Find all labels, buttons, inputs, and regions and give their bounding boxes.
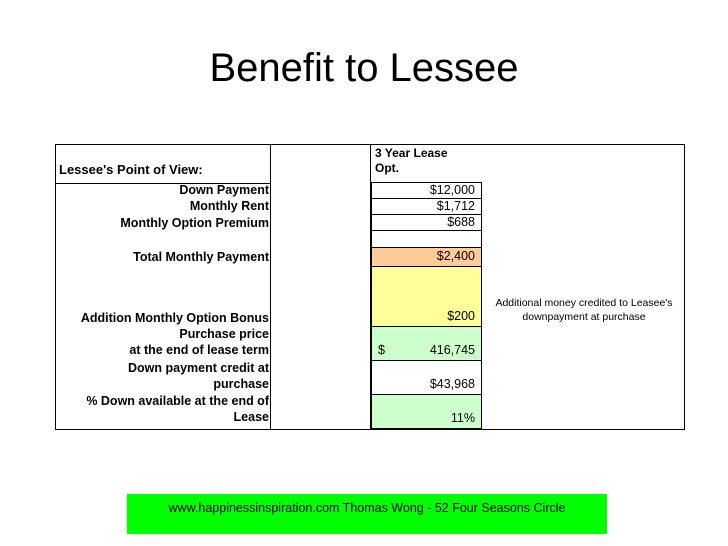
row-label-purchase-price-line-2: at the end of lease term bbox=[129, 343, 269, 357]
row-label-purchase-price bbox=[57, 326, 269, 358]
value-down-payment-credit: $43,968 bbox=[429, 377, 475, 391]
value-cell-purchase-price bbox=[371, 326, 482, 361]
row-label-down-payment: Down Payment bbox=[179, 183, 269, 197]
bonus-note-line-2: downpayment at purchase bbox=[522, 311, 646, 323]
currency-purchase-price: $ bbox=[378, 343, 385, 357]
row-label-down-payment-credit-line-2: purchase bbox=[213, 377, 269, 391]
footer-text: www.happinessinspiration.com Thomas Wong - 52 Four Seasons Circle bbox=[168, 501, 566, 515]
value-cell-total-monthly-payment bbox=[371, 247, 482, 267]
row-label-monthly-rent: Monthly Rent bbox=[189, 199, 269, 213]
value-purchase-price: 416,745 bbox=[429, 343, 475, 357]
row-label-percent-down-line-1: % Down available at the end of bbox=[86, 394, 269, 408]
row-label-down-payment-credit-line-1: Down payment credit at bbox=[128, 361, 269, 375]
row-label-down-payment-credit bbox=[57, 360, 269, 392]
value-cell-monthly-rent bbox=[371, 198, 482, 215]
value-cell-down-payment-credit bbox=[371, 360, 482, 395]
row-label-addition-monthly-option-bonus: Addition Monthly Option Bonus bbox=[80, 311, 269, 325]
value-monthly-option-premium: $688 bbox=[447, 215, 475, 229]
value-cell-spacer bbox=[371, 230, 482, 248]
row-label-percent-down bbox=[57, 393, 269, 425]
bonus-note bbox=[485, 296, 683, 324]
column-header-line-1: 3 Year Lease bbox=[375, 146, 448, 160]
row-label-monthly-option-premium: Monthly Option Premium bbox=[120, 216, 269, 230]
value-monthly-rent: $1,712 bbox=[436, 199, 475, 213]
value-cell-monthly-option-premium bbox=[371, 214, 482, 231]
table-header: Lessee's Point of View: bbox=[59, 162, 203, 177]
row-label-percent-down-line-2: Lease bbox=[233, 410, 269, 424]
value-cell-down-payment bbox=[371, 182, 482, 199]
value-down-payment: $12,000 bbox=[429, 183, 475, 197]
value-total-monthly-payment: $2,400 bbox=[436, 249, 475, 263]
column-header bbox=[375, 146, 448, 176]
slide-title: Benefit to Lessee bbox=[209, 46, 519, 90]
row-label-purchase-price-line-1: Purchase price bbox=[179, 327, 269, 341]
bonus-note-line-1: Additional money credited to Leasee's bbox=[495, 297, 673, 309]
value-percent-down: 11% bbox=[450, 411, 475, 425]
row-label-total-monthly-payment: Total Monthly Payment bbox=[133, 250, 269, 264]
value-cell-addition-monthly-option-bonus bbox=[371, 266, 482, 327]
value-cell-percent-down bbox=[371, 394, 482, 429]
column-divider-left bbox=[270, 144, 271, 430]
value-addition-monthly-option-bonus: $200 bbox=[447, 309, 475, 323]
column-header-line-2: Opt. bbox=[375, 161, 399, 175]
